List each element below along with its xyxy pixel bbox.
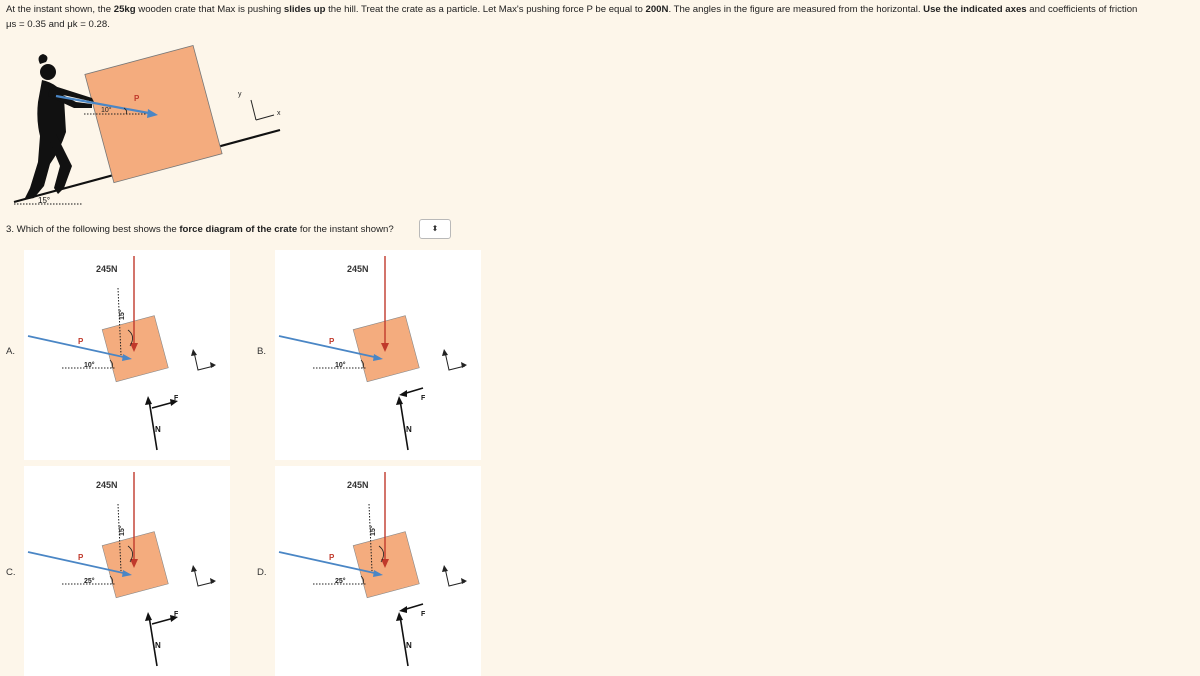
force-diagram-a [24,250,230,460]
scene-figure [6,38,286,210]
weight-label: 245N [96,480,118,490]
intro-bold: slides up [283,4,326,15]
push-angle-label: 25° [84,578,95,585]
axis-y-arrowhead [442,349,448,356]
question-part: for the instant shown? [297,224,394,235]
axis-y-arrowhead [191,349,197,356]
question-text [6,223,394,237]
intro-text: the hill. Treat the crate as a particle. Let Max's pushing force P be equal to [325,4,646,15]
option-letter-b: B. [257,346,267,357]
question-number: 3. [6,224,17,235]
intro-bold: 25kg [113,4,136,15]
weight-label: 245N [347,480,369,490]
weight-label: 245N [347,264,369,274]
push-label: P [329,337,335,346]
weight-angle-label: 15° [119,309,126,320]
push-label: P [78,553,84,562]
friction-label: F [421,395,426,402]
push-force-label: P [134,94,140,103]
question-bold: force diagram of the crate [179,224,298,235]
axis-y-arrowhead [442,565,448,572]
axis-x-arrowhead [210,578,216,584]
push-angle-label: 10° [101,107,112,114]
normal-arrowhead [145,396,152,405]
problem-line-2: μs = 0.35 and μk = 0.28. [6,18,110,30]
friction-label: F [174,611,179,618]
force-diagram-b [275,250,481,460]
intro-text: and coefficients of friction [1026,4,1138,15]
option-letter-c: C. [6,567,16,578]
option-a-diagram[interactable] [24,250,230,460]
weight-angle-label: 15° [119,525,126,536]
intro-text: wooden crate that Max is pushing [135,4,284,15]
question-part: Which of the following best shows the [16,224,180,235]
intro-bold: 200N [645,4,669,15]
slope-angle-label: 15° [38,196,51,205]
force-diagram-d [275,466,481,676]
person-silhouette [24,54,94,200]
push-label: P [78,337,84,346]
option-c-diagram[interactable] [24,466,230,676]
push-angle-label: 10° [84,362,95,369]
normal-label: N [155,425,161,434]
axis-x-label: x [277,110,281,117]
normal-label: N [406,425,412,434]
axis-y-arrowhead [191,565,197,572]
option-letter-d: D. [257,567,267,578]
normal-label: N [155,641,161,650]
weight-angle-label: 15° [370,525,377,536]
intro-text: At the instant shown, the [6,4,114,15]
chevron-updown-icon: ⬍ [431,224,439,233]
normal-arrowhead [396,396,403,405]
intro-text: . The angles in the figure are measured from the horizontal. [668,4,924,15]
normal-arrowhead [145,612,152,621]
push-label: P [329,553,335,562]
answer-dropdown[interactable] [419,219,451,239]
option-b-diagram[interactable] [275,250,481,460]
intro-bold: Use the indicated axes [923,4,1027,15]
option-d-diagram[interactable] [275,466,481,676]
axis-x-arrowhead [210,362,216,368]
force-diagram-c [24,466,230,676]
friction-arrowhead [399,390,407,397]
option-letter-a: A. [6,346,16,357]
normal-label: N [406,641,412,650]
axis-x-arrowhead [461,578,467,584]
weight-label: 245N [96,264,118,274]
axis-x-arrowhead [461,362,467,368]
push-angle-label: 25° [335,578,346,585]
friction-label: F [421,611,426,618]
axes-indicator [251,100,274,120]
normal-arrowhead [396,612,403,621]
axis-y-label: y [238,91,242,98]
push-angle-label: 10° [335,362,346,369]
problem-line-1 [6,3,1196,18]
problem-statement [6,3,1196,32]
friction-arrowhead [399,606,407,613]
friction-label: F [174,395,179,402]
